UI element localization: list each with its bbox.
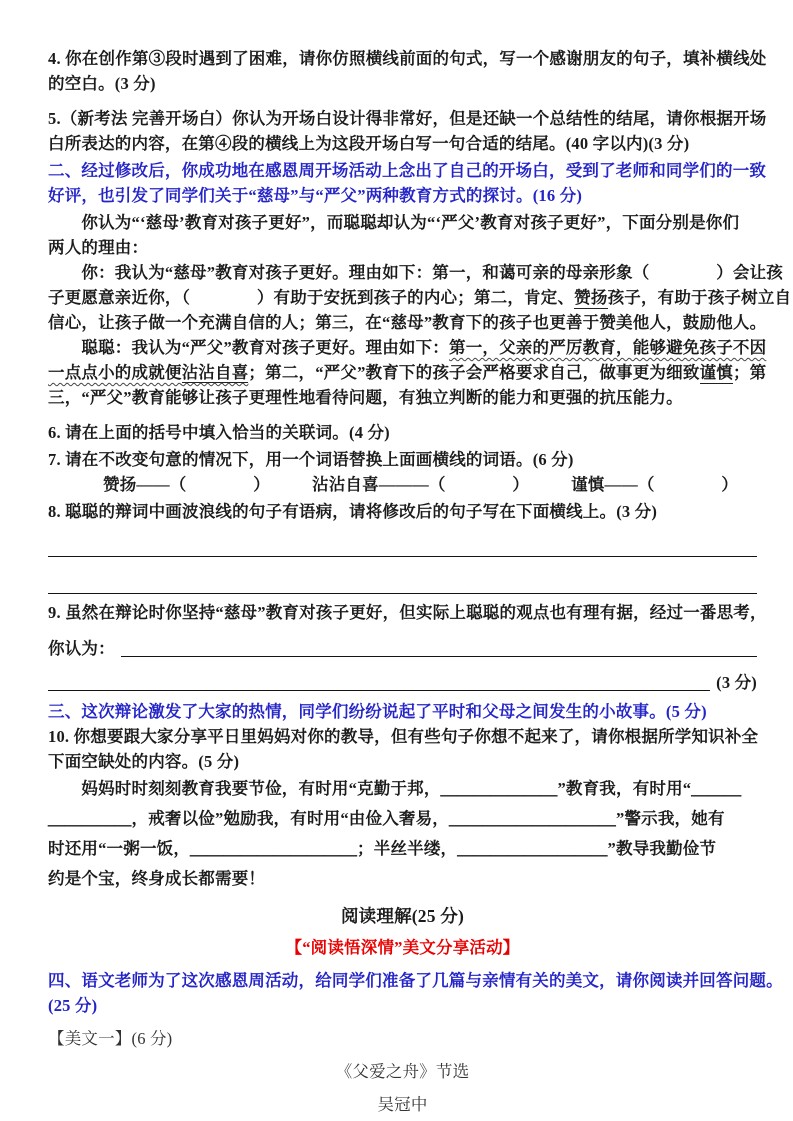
blank-jinshen: 谨慎——（ ） <box>571 475 739 494</box>
mother-teaching-paragraph <box>48 774 757 894</box>
wavy-underlined-text: 一点点小的成就便 <box>48 363 182 382</box>
question-5-line-2: 白所表达的内容，在第④段的横线上为这段开场白写一句合适的结尾。(40 字以内)(3 分) <box>48 134 690 153</box>
question-7: 7. 请在不改变句意的情况下，用一个词语替换上面画横线的词语。(6 分) <box>48 450 574 469</box>
your-argument-line-3 <box>48 310 767 335</box>
congcong-argument-line-2 <box>48 360 767 385</box>
blank-zhanzhanzixi: 沾沾自喜———（ ） <box>312 475 530 494</box>
question-9-answer-row <box>48 625 757 661</box>
question-10-line-1: 10. 你想要跟大家分享平日里妈妈对你的教导，但有些句子你想不起来了，请你根据所学知识补全 <box>48 727 759 746</box>
underlined-word: 谨慎 <box>699 363 733 382</box>
question-4-line-1: 4. 你在创作第③段时遇到了困难，请你仿照横线前面的句式，写一个感谢朋友的句子，填补横线处 <box>48 49 767 68</box>
essay-1-author: 吴冠中 <box>377 1095 428 1114</box>
section-3-heading: 三、这次辩论激发了大家的热情，同学们纷纷说起了平时和父母之间发生的小故事。(5 分) <box>48 702 707 721</box>
section-2-line-1: 二、经过修改后，你成功地在感恩周开场活动上念出了自己的开场白，受到了老师和同学们的一致 <box>48 161 767 180</box>
text-run: 聪聪：我认为“严父”教育对孩子更好。理由如下： <box>48 338 449 357</box>
wavy-and-underlined-word: 沾沾自喜 <box>181 363 249 382</box>
mother-teaching-line-2: ＿＿＿＿＿，戒奢以俭”勉励我，有时用“由俭入奢易，＿＿＿＿＿＿＿＿＿＿”警示我，她有 <box>48 809 725 828</box>
question-9-prompt: 你认为： <box>48 639 115 658</box>
text-run: ；第二，“严父”教育下的孩子会严格要求自己，做事更为细致 <box>248 363 700 382</box>
question-9-score-row <box>48 661 757 695</box>
activity-banner: 【“阅读悟深情”美文分享活动】 <box>285 938 520 957</box>
answer-line-2 <box>48 557 757 594</box>
your-argument-line-1 <box>48 260 783 285</box>
text-run: 孩子，有助于孩子树立自 <box>607 288 792 307</box>
congcong-argument-line-3 <box>48 385 757 410</box>
mother-teaching-line-3: 时还用“一粥一饭，＿＿＿＿＿＿＿＿＿＿；半丝半缕，＿＿＿＿＿＿＿＿＿”教导我勤俭节 <box>48 839 717 858</box>
question-8: 8. 聪聪的辩词中画波浪线的句子有语病，请将修改后的句子写在下面横线上。(3 分) <box>48 502 658 521</box>
answer-line-1 <box>48 532 757 557</box>
essay-1-label: 【美文一】(6 分) <box>48 1029 173 1048</box>
section-4-heading <box>48 968 783 1018</box>
reading-section-heading: 阅读理解(25 分) <box>340 906 465 926</box>
mother-teaching-line-1: 妈妈时时刻刻教育我要节俭，有时用“克勤于邦，＿＿＿＿＿＿＿”教育我，有时用“＿＿＿ <box>48 779 742 798</box>
section-4-line-1: 四、语文老师为了这次感恩周活动，给同学们准备了几篇与亲情有关的美文，请你阅读并回答问题。 <box>48 971 783 990</box>
debate-intro-line-1: 你认为“‘慈母’教育对孩子更好”，而聪聪却认为“‘严父’教育对孩子更好”，下面分别是你们 <box>48 213 740 232</box>
underlined-word: 赞扬 <box>574 288 608 307</box>
question-6: 6. 请在上面的括号中填入恰当的关联词。(4 分) <box>48 423 390 442</box>
answer-line-3 <box>121 656 757 657</box>
text-run: 子更愿意亲近你，（ ）有助于安抚到孩子的内心；第二，肯定、 <box>48 288 575 307</box>
section-4-line-2: (25 分) <box>48 996 98 1015</box>
text-run: ；第 <box>732 363 767 382</box>
question-10-line-2: 下面空缺处的内容。(5 分) <box>48 752 240 771</box>
blank-zanyang: 赞扬——（ ） <box>103 475 270 494</box>
debate-intro <box>48 210 757 260</box>
section-2-heading <box>48 158 767 208</box>
your-argument-line-2 <box>48 285 792 310</box>
question-9-line-1: 9. 虽然在辩论时你坚持“慈母”教育对孩子更好，但实际上聪聪的观点也有理有据，经过一番思考， <box>48 603 767 622</box>
essay-1-title: 《父爱之舟》节选 <box>335 1062 470 1081</box>
mother-teaching-line-4: 约是个宝，终身成长都需要！ <box>48 869 266 888</box>
question-7-blanks <box>48 472 757 497</box>
debate-intro-line-2: 两人的理由： <box>48 238 149 257</box>
text-run: 三，“严父”教育能够让孩子更理性地看待问题，有独立判断的能力和更强的抗压能力。 <box>48 388 683 407</box>
section-2-line-2: 好评，也引发了同学们关于“慈母”与“严父”两种教育方式的探讨。(16 分) <box>48 186 583 205</box>
question-4-line-2: 的空白。(3 分) <box>48 74 156 93</box>
wavy-underlined-text: 第一，父亲的严厉教育，能够避免孩子不因 <box>449 338 767 357</box>
question-4 <box>48 46 767 96</box>
question-10 <box>48 724 757 774</box>
text-run: 你：我认为“慈母”教育对孩子更好。理由如下：第一，和蔼可亲的母亲形象（ ）会让孩 <box>48 263 783 282</box>
congcong-argument-line-1 <box>48 335 767 360</box>
your-argument <box>48 260 792 335</box>
question-5 <box>48 106 767 156</box>
text-run: 信心，让孩子做一个充满自信的人；第三，在“慈母”教育下的孩子也更善于赞美他人，鼓励他人。 <box>48 313 767 332</box>
question-5-line-1: 5.（新考法 完善开场白）你认为开场白设计得非常好，但是还缺一个总结性的结尾，请你根据开场 <box>48 109 767 128</box>
congcong-argument <box>48 335 767 410</box>
answer-line-4 <box>48 690 710 691</box>
question-9-score: (3 分) <box>716 673 757 692</box>
